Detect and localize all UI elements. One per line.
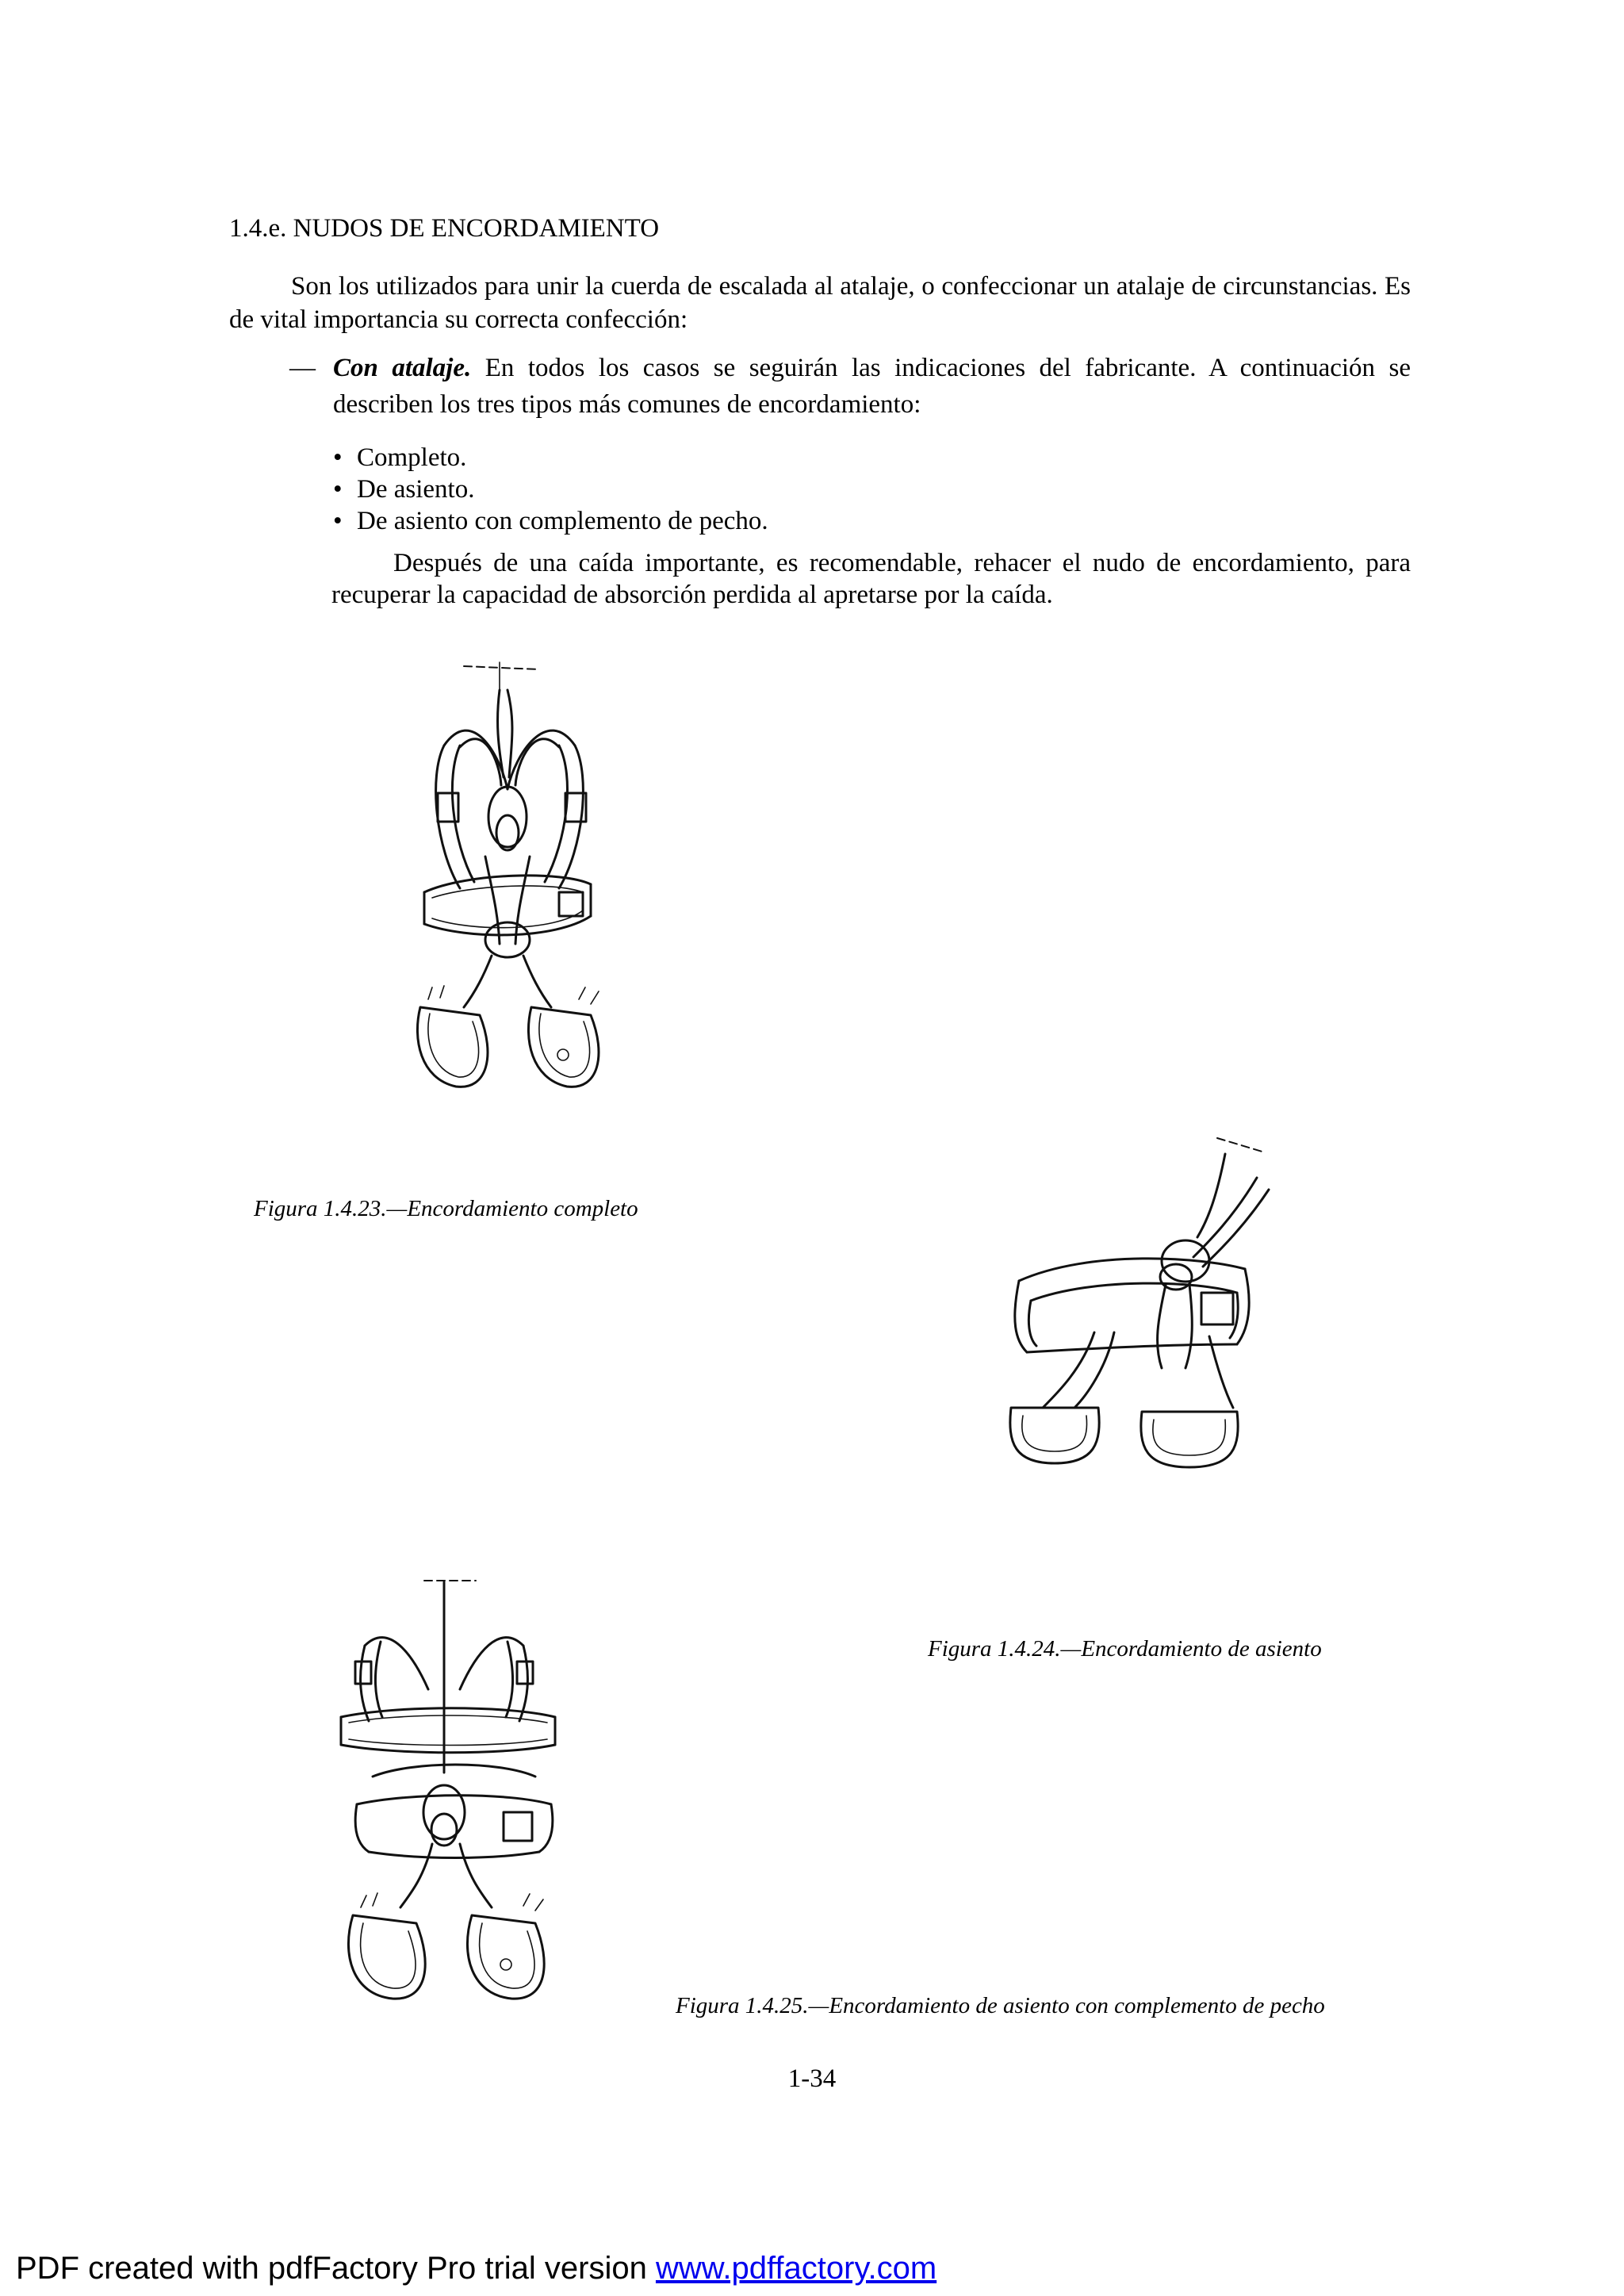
page-number: 1-34 <box>787 2064 837 2093</box>
seat-and-chest-harness-illustration <box>325 1574 579 2018</box>
seat-harness-illustration <box>995 1130 1281 1479</box>
list-item <box>333 473 768 505</box>
list-item-text: De asiento. <box>357 475 475 504</box>
list-item <box>333 442 768 473</box>
intro-paragraph <box>229 270 1411 336</box>
note-text: Después de una caída importante, es recomendable, rehacer el nudo de encordamiento, para recuperar la capacidad de absorción perdida al apretarse por la caída. <box>331 549 1411 609</box>
intro-text: Son los utilizados para unir la cuerda de escalada al atalaje, o confeccionar un atalaje de circunstancias. Es de vital importancia su correcta confección: <box>229 272 1411 334</box>
note-paragraph <box>331 547 1411 611</box>
harness-type-list <box>333 442 768 537</box>
figure-caption: Figura 1.4.24.—Encordamiento de asiento <box>928 1636 1322 1662</box>
pdf-footer <box>16 2251 936 2286</box>
dash-item-text: En todos los casos se seguirán las indicaciones del fabricante. A continuación se describen los tres tipos más comunes de encordamiento: <box>333 354 1411 419</box>
dash-item-lead: Con atalaje. <box>333 354 472 382</box>
dash-list-item <box>289 350 1411 423</box>
full-body-harness-illustration <box>396 658 634 1102</box>
list-item <box>333 505 768 537</box>
list-item-text: De asiento con complemento de pecho. <box>357 507 768 535</box>
footer-text: PDF created with pdfFactory Pro trial version <box>16 2251 656 2286</box>
section-title: 1.4.e. NUDOS DE ENCORDAMIENTO <box>229 214 660 243</box>
footer-link[interactable]: www.pdffactory.com <box>655 2251 937 2286</box>
dash-marker: — <box>289 354 316 382</box>
figure-caption: Figura 1.4.23.—Encordamiento completo <box>254 1196 638 1221</box>
dash-item-body <box>333 350 1411 423</box>
bullet-marker: • <box>333 443 343 472</box>
list-item-text: Completo. <box>357 443 467 472</box>
bullet-marker: • <box>333 507 343 535</box>
bullet-marker: • <box>333 475 343 504</box>
figure-caption: Figura 1.4.25.—Encordamiento de asiento con complemento de pecho <box>676 1993 1325 2018</box>
